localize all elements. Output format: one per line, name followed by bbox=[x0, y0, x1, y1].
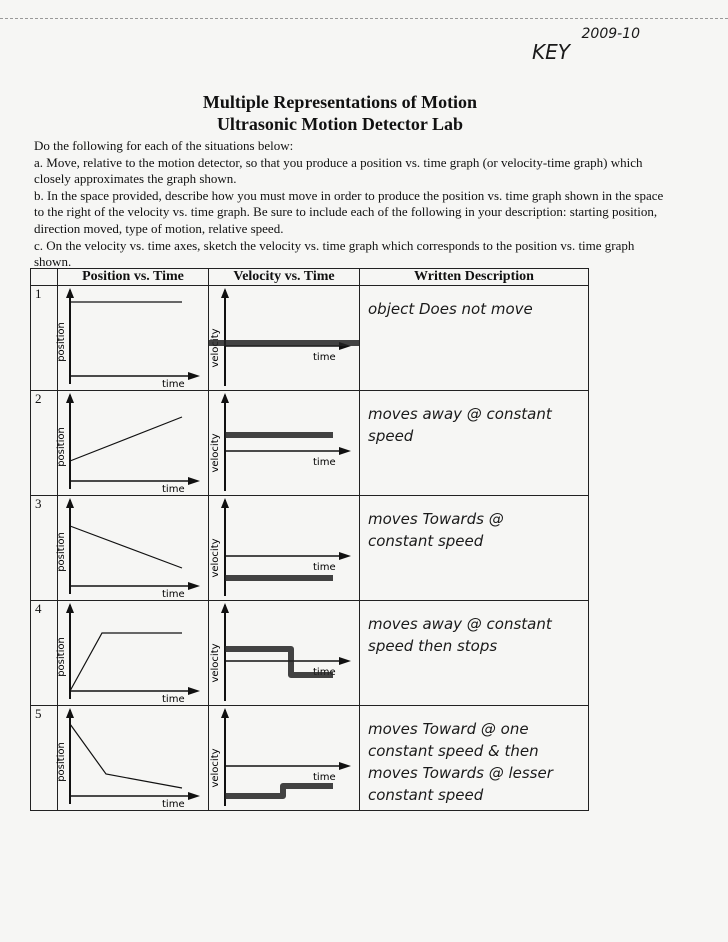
page-subtitle: Ultrasonic Motion Detector Lab bbox=[216, 114, 464, 134]
description-line: constant speed bbox=[368, 786, 484, 804]
description-line: moves away @ constant bbox=[368, 405, 552, 423]
position-graph-cell bbox=[58, 601, 209, 706]
velocity-graph-ylabel: velocity bbox=[210, 643, 221, 683]
table-header-row bbox=[31, 269, 589, 286]
velocity-time-graph bbox=[209, 391, 359, 495]
velocity-graph-cell bbox=[209, 706, 360, 811]
written-description bbox=[360, 496, 588, 552]
velocity-graph-ylabel: velocity bbox=[210, 328, 221, 368]
header-position: Position vs. Time bbox=[58, 269, 209, 286]
position-graph-xlabel: time bbox=[162, 379, 185, 390]
motion-table bbox=[30, 268, 589, 811]
instruction-b: b. In the space provided, describe how you must move in order to produce the position vs. time graph shown in the space to the right of the velocity vs. time graph. Be sure to include each of the following in your description: starting position, direction moved, type of motion, relative speed. bbox=[34, 187, 664, 236]
position-graph-xlabel: time bbox=[162, 589, 185, 600]
position-graph-cell bbox=[58, 706, 209, 811]
header-description: Written Description bbox=[360, 269, 589, 286]
velocity-graph-xlabel: time bbox=[313, 667, 336, 678]
table-row bbox=[31, 286, 589, 391]
row-number: 1 bbox=[31, 286, 58, 391]
position-time-graph bbox=[58, 496, 208, 600]
position-graph-cell bbox=[58, 496, 209, 601]
written-description bbox=[360, 601, 588, 657]
description-cell bbox=[360, 286, 589, 391]
description-cell bbox=[360, 706, 589, 811]
position-curve bbox=[70, 633, 182, 691]
velocity-time-graph bbox=[209, 601, 359, 705]
velocity-graph-xlabel: time bbox=[313, 562, 336, 573]
instructions bbox=[34, 138, 674, 271]
table-row bbox=[31, 391, 589, 496]
velocity-graph-ylabel: velocity bbox=[210, 538, 221, 578]
instruction-a: a. Move, relative to the motion detector, so that you produce a position vs. time graph (or velocity-time graph) which closely approximates the graph shown. bbox=[34, 154, 643, 187]
position-graph-xlabel: time bbox=[162, 484, 185, 495]
position-time-graph bbox=[58, 706, 208, 810]
velocity-graph-ylabel: velocity bbox=[210, 748, 221, 788]
written-description bbox=[360, 706, 588, 806]
position-curve bbox=[70, 724, 182, 788]
position-graph-xlabel: time bbox=[162, 799, 185, 810]
velocity-graph-xlabel: time bbox=[313, 772, 336, 783]
description-line: moves away @ constant bbox=[368, 615, 552, 633]
description-line: moves Towards @ lesser bbox=[368, 764, 553, 782]
velocity-graph-cell bbox=[209, 286, 360, 391]
velocity-time-graph bbox=[209, 496, 359, 600]
velocity-graph-cell bbox=[209, 496, 360, 601]
description-line: constant speed & then bbox=[368, 742, 539, 760]
position-graph-ylabel: position bbox=[56, 322, 67, 362]
description-cell bbox=[360, 391, 589, 496]
position-graph-cell bbox=[58, 286, 209, 391]
instruction-c: c. On the velocity vs. time axes, sketch the velocity vs. time graph which corresponds to the position vs. time graph shown. bbox=[34, 237, 635, 270]
velocity-time-graph bbox=[209, 286, 359, 390]
header-velocity: Velocity vs. Time bbox=[209, 269, 360, 286]
description-cell bbox=[360, 601, 589, 706]
velocity-graph-xlabel: time bbox=[313, 457, 336, 468]
written-description bbox=[360, 286, 588, 320]
position-time-graph bbox=[58, 391, 208, 495]
velocity-time-graph bbox=[209, 706, 359, 810]
velocity-graph-xlabel: time bbox=[313, 352, 336, 363]
scan-artifact-line bbox=[0, 18, 728, 19]
description-line: moves Towards @ bbox=[368, 510, 504, 528]
velocity-graph-ylabel: velocity bbox=[210, 433, 221, 473]
row-number: 4 bbox=[31, 601, 58, 706]
position-graph-ylabel: position bbox=[56, 742, 67, 782]
row-number: 5 bbox=[31, 706, 58, 811]
position-time-graph bbox=[58, 286, 208, 390]
table-row bbox=[31, 706, 589, 811]
description-line: moves Toward @ one bbox=[368, 720, 529, 738]
velocity-sketch bbox=[225, 786, 333, 796]
position-graph-ylabel: position bbox=[56, 532, 67, 572]
position-curve bbox=[70, 526, 182, 568]
table-row bbox=[31, 601, 589, 706]
description-line: speed then stops bbox=[368, 637, 498, 655]
position-graph-cell bbox=[58, 391, 209, 496]
position-time-graph bbox=[58, 601, 208, 705]
velocity-graph-cell bbox=[209, 391, 360, 496]
instructions-intro: Do the following for each of the situations below: bbox=[34, 138, 294, 153]
position-graph-ylabel: position bbox=[56, 427, 67, 467]
table-row bbox=[31, 496, 589, 601]
written-description bbox=[360, 391, 588, 447]
key-annotation: KEY bbox=[532, 40, 570, 64]
position-curve bbox=[70, 417, 182, 461]
position-graph-xlabel: time bbox=[162, 694, 185, 705]
position-graph-ylabel: position bbox=[56, 637, 67, 677]
row-number: 2 bbox=[31, 391, 58, 496]
page-title: Multiple Representations of Motion bbox=[202, 92, 478, 112]
row-number: 3 bbox=[31, 496, 58, 601]
description-line: speed bbox=[368, 427, 414, 445]
description-line: constant speed bbox=[368, 532, 484, 550]
description-cell bbox=[360, 496, 589, 601]
velocity-graph-cell bbox=[209, 601, 360, 706]
year-annotation: 2009-10 bbox=[581, 26, 640, 42]
header-number bbox=[31, 269, 58, 286]
description-line: object Does not move bbox=[368, 300, 533, 318]
